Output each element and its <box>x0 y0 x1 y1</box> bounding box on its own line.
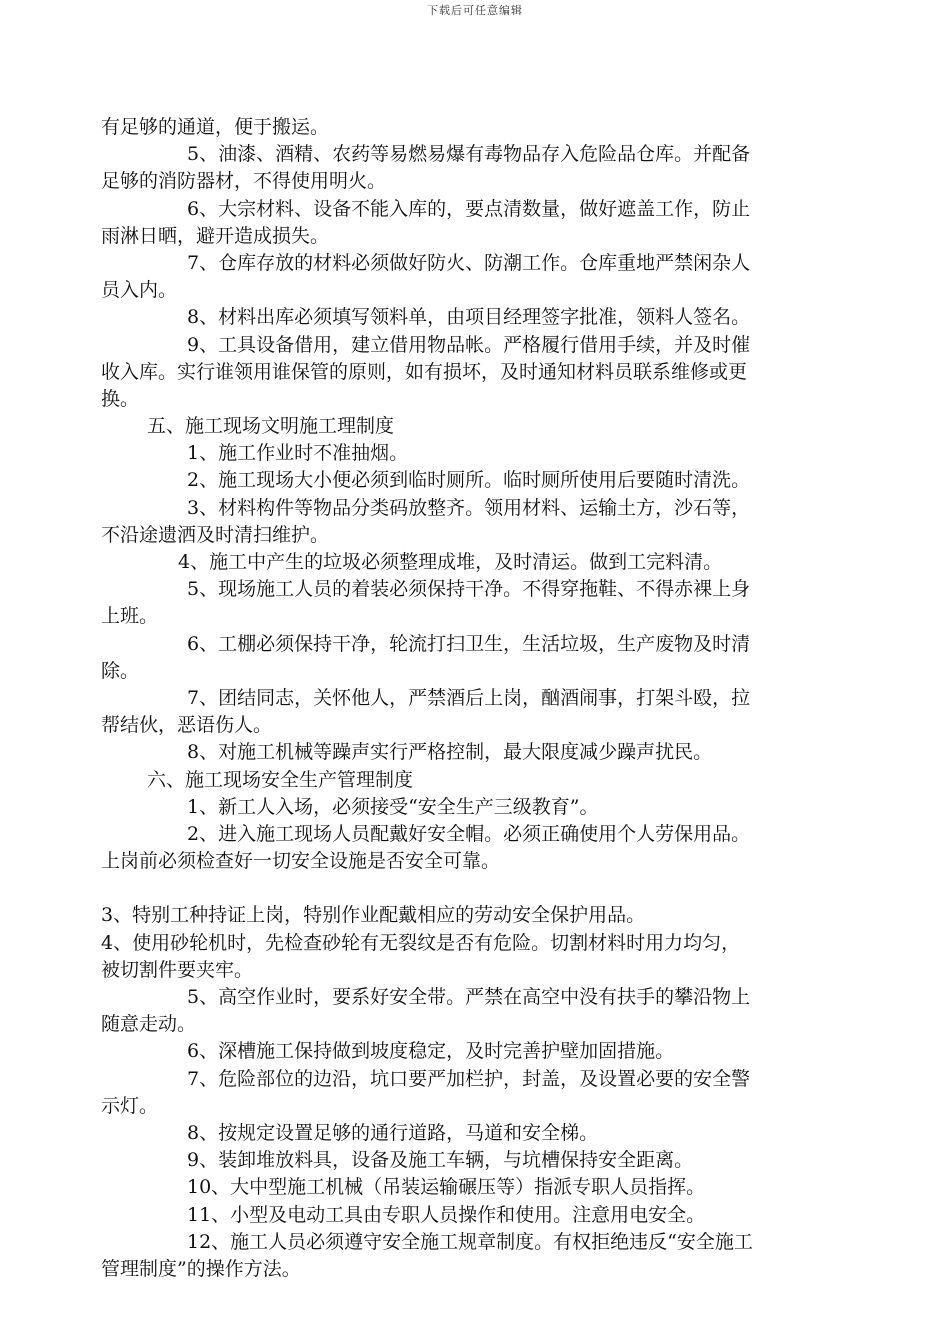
text-line: 2、施工现场大小便必须到临时厕所。临时厕所使用后要随时清洗。 <box>187 469 751 492</box>
section-heading: 六、施工现场安全生产管理制度 <box>147 768 414 791</box>
text-line: 不沿途遗洒及时清扫维护。 <box>101 523 330 546</box>
text-line: 9、工具设备借用，建立借用物品帐。严格履行借用手续，并及时催 <box>187 333 751 356</box>
text-line: 上班。 <box>101 605 159 628</box>
section-heading: 五、施工现场文明施工理制度 <box>147 415 395 438</box>
text-line: 6、深槽施工保持做到坡度稳定，及时完善护壁加固措施。 <box>187 1040 675 1063</box>
text-line: 12、施工人员必须遵守安全施工规章制度。有权拒绝违反“安全施工 <box>187 1230 753 1253</box>
text-line: 随意走动。 <box>101 1013 197 1036</box>
text-line: 示灯。 <box>101 1094 159 1117</box>
text-line: 9、装卸堆放料具，设备及施工车辆，与坑槽保持安全距离。 <box>187 1149 694 1172</box>
text-line: 被切割件要夹牢。 <box>101 958 254 981</box>
document-body <box>101 114 861 1283</box>
text-line: 收入库。实行谁领用谁保管的原则，如有损坏，及时通知材料员联系维修或更 <box>101 360 748 383</box>
text-line: 2、进入施工现场人员配戴好安全帽。必须正确使用个人劳保用品。 <box>187 822 751 845</box>
text-line: 1、施工作业时不准抽烟。 <box>187 442 409 465</box>
text-line: 上岗前必须检查好一切安全设施是否安全可靠。 <box>101 850 501 873</box>
text-line: 管理制度”的操作方法。 <box>101 1257 301 1280</box>
text-line: 足够的消防器材，不得使用明火。 <box>101 170 387 193</box>
text-line: 7、团结同志，关怀他人，严禁酒后上岗，酗酒闹事，打架斗殴，拉 <box>187 686 751 709</box>
text-line: 7、仓库存放的材料必须做好防火、防潮工作。仓库重地严禁闲杂人 <box>187 251 751 274</box>
text-line: 1、新工人入场，必须接受“安全生产三级教育”。 <box>187 795 599 818</box>
text-line: 4、使用砂轮机时，先检查砂轮有无裂纹是否有危险。切割材料时用力均匀， <box>101 931 741 954</box>
text-line: 8、按规定设置足够的通行道路，马道和安全梯。 <box>187 1121 599 1144</box>
text-line: 6、大宗材料、设备不能入库的，要点清数量，做好遮盖工作，防止 <box>187 197 751 220</box>
text-line: 员入内。 <box>101 279 178 302</box>
text-line: 6、工棚必须保持干净，轮流打扫卫生，生活垃圾，生产废物及时清 <box>187 632 751 655</box>
text-line: 11、小型及电动工具由专职人员操作和使用。注意用电安全。 <box>187 1203 706 1226</box>
text-line: 7、危险部位的边沿，坑口要严加栏护，封盖，及设置必要的安全警 <box>187 1067 751 1090</box>
text-line: 4、施工中产生的垃圾必须整理成堆，及时清运。做到工完料清。 <box>178 551 723 573</box>
text-line: 8、对施工机械等躁声实行严格控制，最大限度减少躁声扰民。 <box>187 741 713 764</box>
text-line: 雨淋日晒，避开造成损失。 <box>101 224 330 247</box>
blank-line <box>101 875 861 902</box>
text-line: 5、现场施工人员的着装必须保持干净。不得穿拖鞋、不得赤裸上身 <box>187 578 751 601</box>
text-line: 10、大中型施工机械（吊装运输碾压等）指派专职人员指挥。 <box>187 1176 706 1199</box>
text-line: 帮结伙，恶语伤人。 <box>101 714 273 737</box>
text-line: 有足够的通道，便于搬运。 <box>101 116 330 138</box>
text-line: 除。 <box>101 659 140 682</box>
page-header-note: 下载后可任意编辑 <box>427 4 523 17</box>
text-line: 5、高空作业时，要系好安全带。严禁在高空中没有扶手的攀沿物上 <box>187 986 751 1008</box>
text-line: 8、材料出库必须填写领料单，由项目经理签字批准，领料人签名。 <box>187 306 751 329</box>
text-line: 3、材料构件等物品分类码放整齐。领用材料、运输土方，沙石等， <box>187 496 751 519</box>
text-line: 3、特别工种持证上岗，特别作业配戴相应的劳动安全保护用品。 <box>101 904 646 927</box>
text-line: 5、油漆、酒精、农药等易燃易爆有毒物品存入危险品仓库。并配备 <box>187 143 751 166</box>
text-line: 换。 <box>101 387 140 410</box>
